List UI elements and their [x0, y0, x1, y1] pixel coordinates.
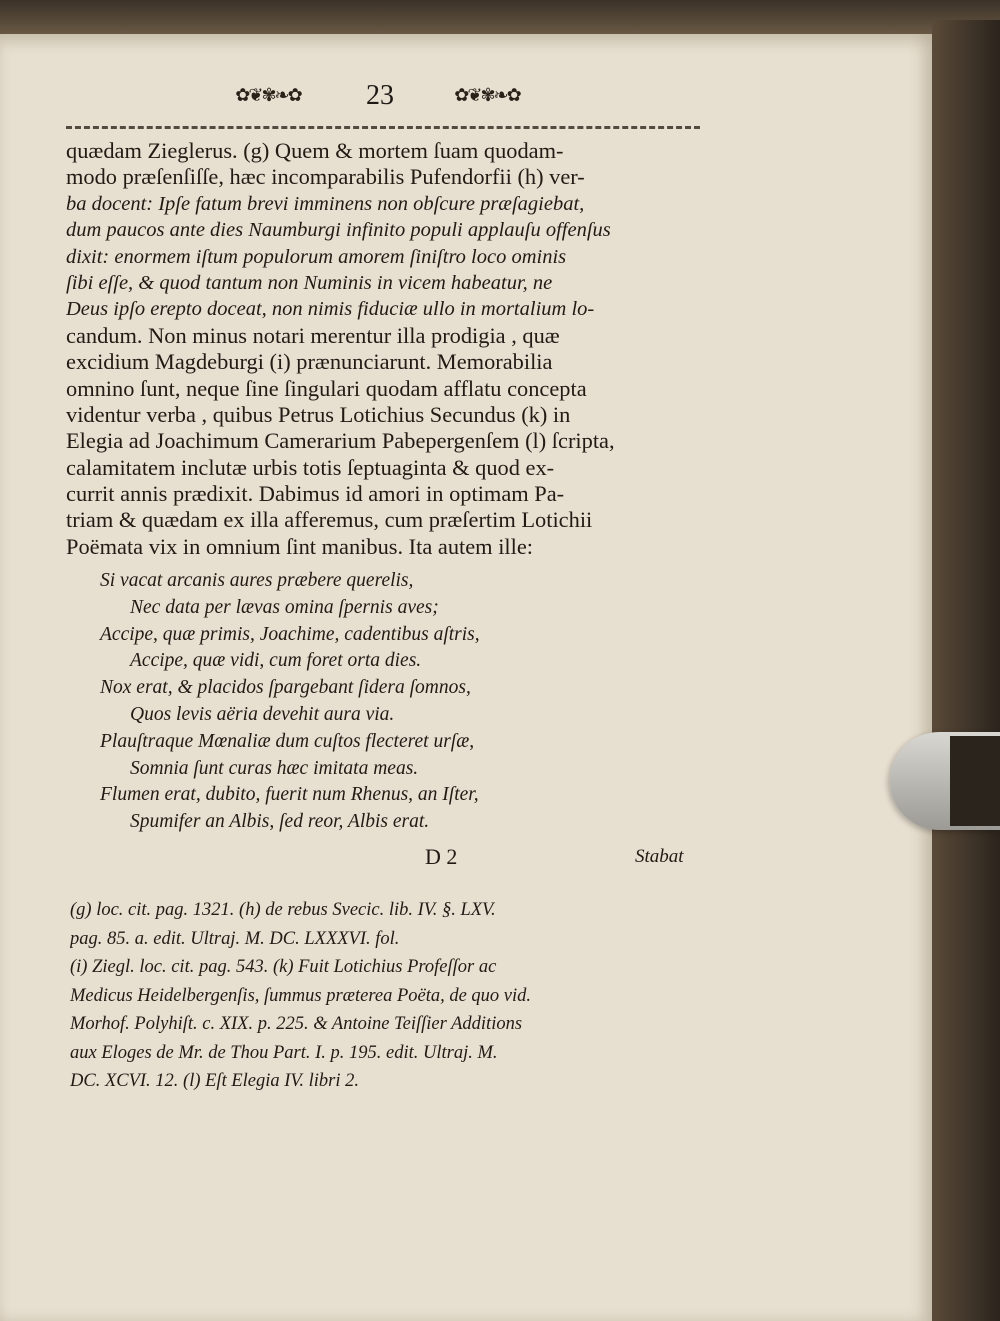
elegy-verse [100, 568, 660, 836]
verse-line: Spumifer an Albis, ſed reor, Albis erat. [130, 811, 430, 833]
ornament-left-icon: ✿❦✾❧✿ [235, 85, 301, 106]
verse-line: Nox erat, & placidos ſpargebant ſidera ſomnos, [100, 677, 471, 699]
text-line: Elegia ad Joachimum Camerarium Pabepergenſem (l) ſcripta, [66, 428, 615, 454]
verse-line: Accipe, quæ vidi, cum foret orta dies. [130, 650, 422, 672]
catchword: Stabat [635, 846, 684, 867]
footnote-line: pag. 85. a. edit. Ultraj. M. DC. LXXXVI. fol. [70, 928, 400, 949]
page-header [215, 76, 535, 118]
text-line: Deus ipſo erepto doceat, non nimis fiduciæ ullo in mortalium lo- [66, 298, 595, 321]
text-line: calamitatem inclutæ urbis totis ſeptuaginta & quod ex- [66, 454, 555, 480]
signature-mark: D 2 [425, 844, 458, 869]
verse-line: Somnia ſunt curas hæc imitata meas. [130, 757, 419, 779]
clip-band [950, 736, 1000, 826]
text-line: modo præſenſiſſe, hæc incomparabilis Pufendorfii (h) ver- [66, 164, 585, 190]
footnote-line: Morhof. Polyhiſt. c. XIX. p. 225. & Antoine Teiſſier Additions [70, 1014, 523, 1034]
main-text [66, 138, 702, 560]
page-number: 23 [366, 80, 394, 111]
text-line: videntur verba , quibus Petrus Lotichius Secundus (k) in [66, 401, 571, 427]
book-top-edge [0, 0, 1000, 36]
ornament-right-icon: ✿❦✾❧✿ [454, 85, 520, 106]
text-line: currit annis prædixit. Dabimus id amori in optimam Pa- [66, 481, 565, 507]
footnote-line: (i) Ziegl. loc. cit. pag. 543. (k) Fuit Lotichius Profeſſor ac [70, 957, 497, 977]
text-line: Poëmata vix in omnium ſint manibus. Ita autem ille: [66, 533, 534, 559]
text-line: excidium Magdeburgi (i) prænunciarunt. Memorabilia [66, 349, 553, 375]
verse-line: Si vacat arcanis aures præbere querelis, [100, 570, 414, 591]
text-line: ſibi eſſe, & quod tantum non Numinis in vicem habeatur, ne [66, 271, 553, 294]
header-rule [66, 126, 700, 129]
text-line: candum. Non minus notari merentur illa prodigia , quæ [66, 322, 560, 348]
text-line: dum paucos ante dies Naumburgi infinito populi applauſu offenſus [66, 219, 611, 242]
text-line: ba docent: Ipſe fatum brevi imminens non obſcure præſagiebat, [66, 192, 585, 215]
book-fore-edge [932, 20, 1000, 1321]
verse-line: Flumen erat, dubito, fuerit num Rhenus, an Iſter, [100, 784, 479, 806]
verse-line: Plauſtraque Mœnaliæ dum cuſtos flecteret urſæ, [100, 730, 475, 752]
text-line: omnino ſunt, neque ſine ſingulari quodam afflatu concepta [66, 375, 587, 401]
footnote-line: aux Eloges de Mr. de Thou Part. I. p. 195. edit. Ultraj. M. [70, 1042, 498, 1063]
footnote-line: (g) loc. cit. pag. 1321. (h) de rebus Svecic. lib. IV. §. LXV. [70, 900, 496, 920]
text-line: triam & quædam ex illa afferemus, cum præſertim Lotichii [66, 507, 593, 533]
footnote-line: DC. XCVI. 12. (l) Eſt Elegia IV. libri 2. [70, 1071, 359, 1091]
verse-line: Nec data per lævas omina ſpernis aves; [130, 596, 439, 618]
footnotes [70, 896, 702, 1096]
text-line: dixit: enormem iſtum populorum amorem ſiniſtro loco ominis [66, 245, 567, 268]
verse-line: Accipe, quæ primis, Joachime, cadentibus aſtris, [100, 623, 480, 645]
footnote-line: Medicus Heidelbergenſis, ſummus præterea Poëta, de quo vid. [70, 985, 532, 1006]
verse-line: Quos levis aëria devehit aura via. [130, 703, 395, 725]
text-line: quædam Zieglerus. (g) Quem & mortem ſuam quodam- [66, 138, 564, 163]
